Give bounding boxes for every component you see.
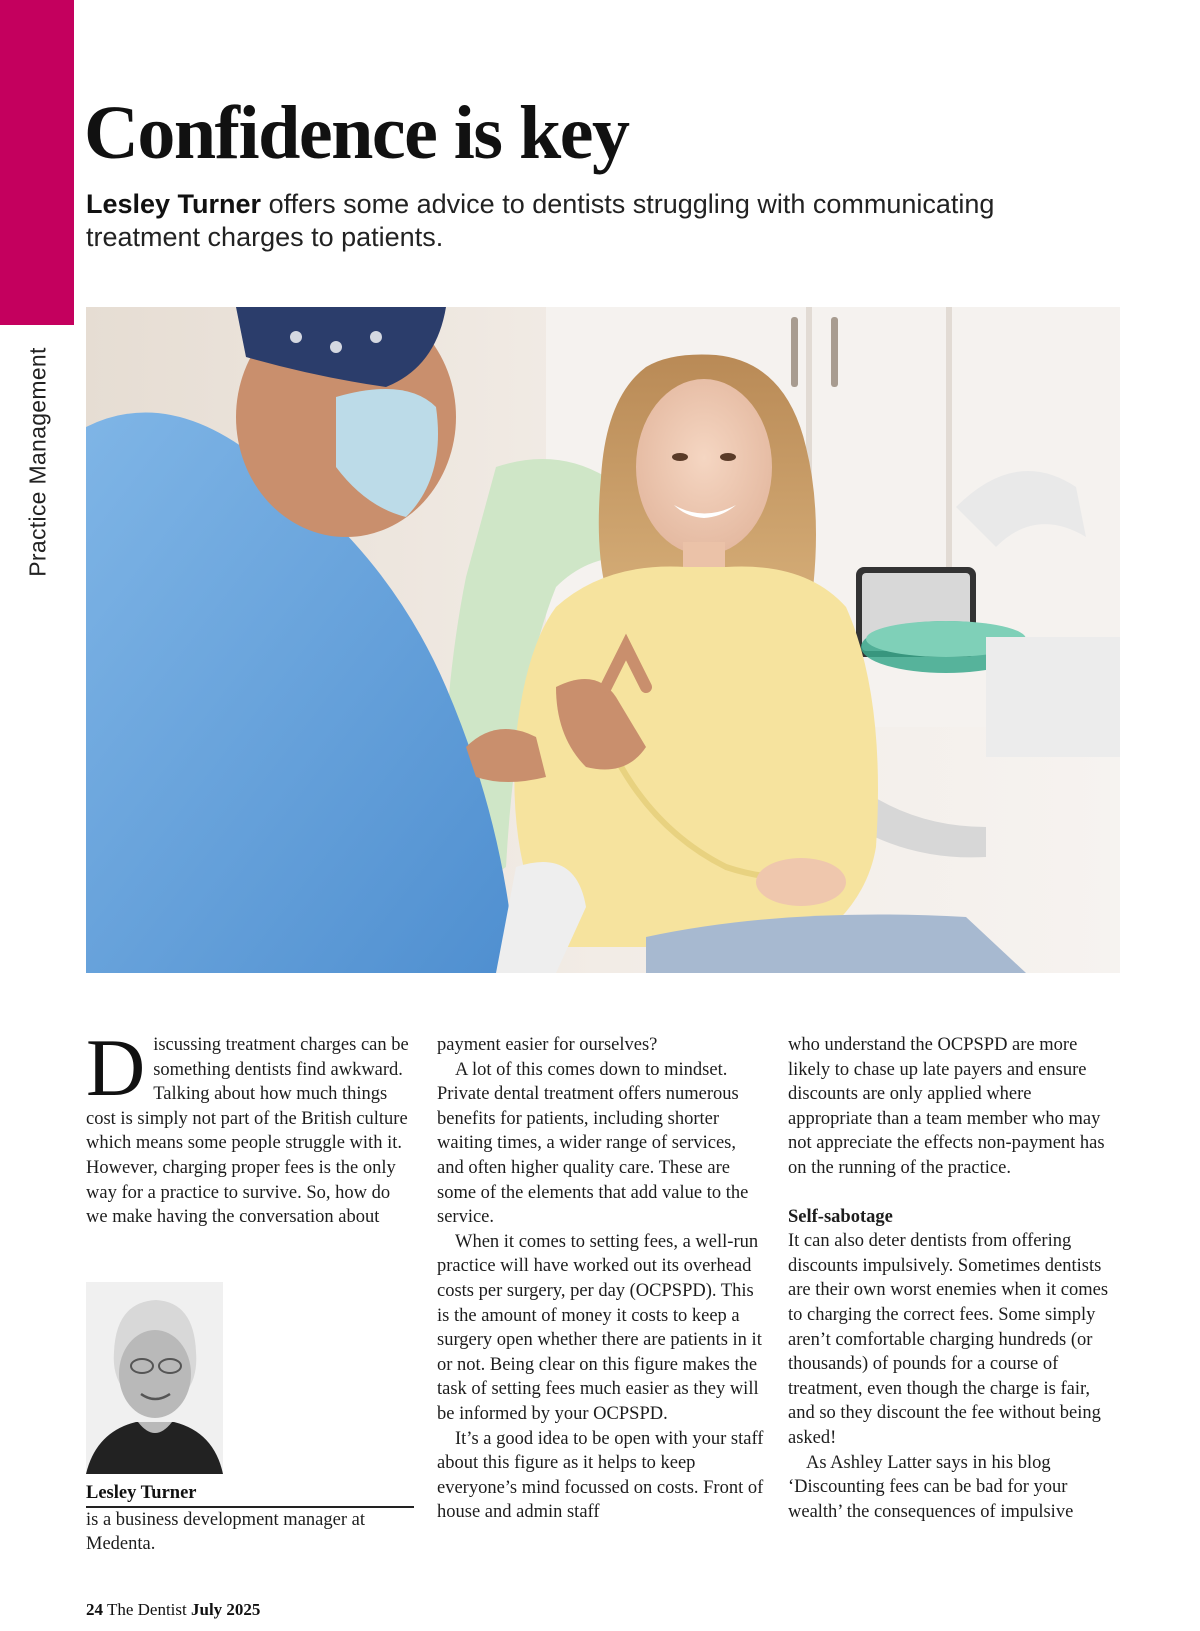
paragraph-text: iscussing treatment charges can be something dentists find awkward. Talking about how much things cost is simply not part of the British culture which means some people struggle with it. However, charging proper fees is the only way for a practice to survive. So, how do we make having the conversation about bbox=[86, 1035, 409, 1228]
page-footer bbox=[86, 1600, 260, 1620]
body-paragraph: A lot of this comes down to mindset. Private dental treatment offers numerous benefits for patients, including shorter waiting times, a wider range of services, and often higher quality care. These are some of the elements that add value to the service. bbox=[437, 1059, 749, 1228]
body-paragraph: As Ashley Latter says in his blog ‘Discounting fees can be bad for your wealth’ the consequences of impulsive bbox=[788, 1452, 1074, 1522]
body-paragraph: payment easier for ourselves? bbox=[437, 1035, 658, 1055]
body-paragraph: When it comes to setting fees, a well-run practice will have worked out its overhead costs per surgery, per day (OCPSPD). This is the amount of money it costs to keep a surgery open whether there are patients in it or not. Being clear on this figure makes the task of setting fees much easier as they will be informed by your OCPSPD. bbox=[437, 1231, 762, 1424]
body-column-1 bbox=[86, 1022, 416, 1230]
body-paragraph: It can also deter dentists from offering discounts impulsively. Sometimes dentists are their own worst enemies when it comes to charging the correct fees. Some simply aren’t comfortable charging hundreds (or thousands) of pounds for a course of treatment, even though the charge is fair, and so they discount the fee without being asked! bbox=[788, 1231, 1109, 1448]
publication-name: The Dentist bbox=[106, 1600, 187, 1619]
page-number: 24 bbox=[86, 1600, 103, 1619]
section-label: Practice Management bbox=[24, 347, 51, 577]
standfirst bbox=[86, 188, 1016, 254]
body-paragraph bbox=[86, 1022, 416, 1230]
article-title: Confidence is key bbox=[84, 91, 629, 175]
body-column-3 bbox=[788, 1033, 1118, 1524]
subheading: Self-sabotage bbox=[788, 1206, 893, 1227]
section-color-bar bbox=[0, 0, 74, 325]
body-column-2 bbox=[437, 1033, 767, 1525]
standfirst-text: offers some advice to dentists struggling with communicating treatment charges to patients. bbox=[86, 189, 995, 252]
issue-date: July 2025 bbox=[191, 1600, 261, 1619]
body-paragraph: It’s a good idea to be open with your staff about this figure as it helps to keep everyone’s mind focussed on costs. Front of house and admin staff bbox=[437, 1428, 764, 1523]
drop-cap: D bbox=[86, 1022, 146, 1113]
author-photo bbox=[86, 1282, 223, 1474]
hero-photo bbox=[86, 307, 1120, 973]
body-paragraph: who understand the OCPSPD are more likely to chase up late payers and ensure discounts are only applied where appropriate than a team member who may not appreciate the effects non-payment has on the running of the practice. bbox=[788, 1035, 1105, 1178]
author-name: Lesley Turner bbox=[86, 1482, 414, 1508]
author-bio: is a business development manager at Medenta. bbox=[86, 1510, 365, 1554]
standfirst-author: Lesley Turner bbox=[86, 189, 262, 219]
